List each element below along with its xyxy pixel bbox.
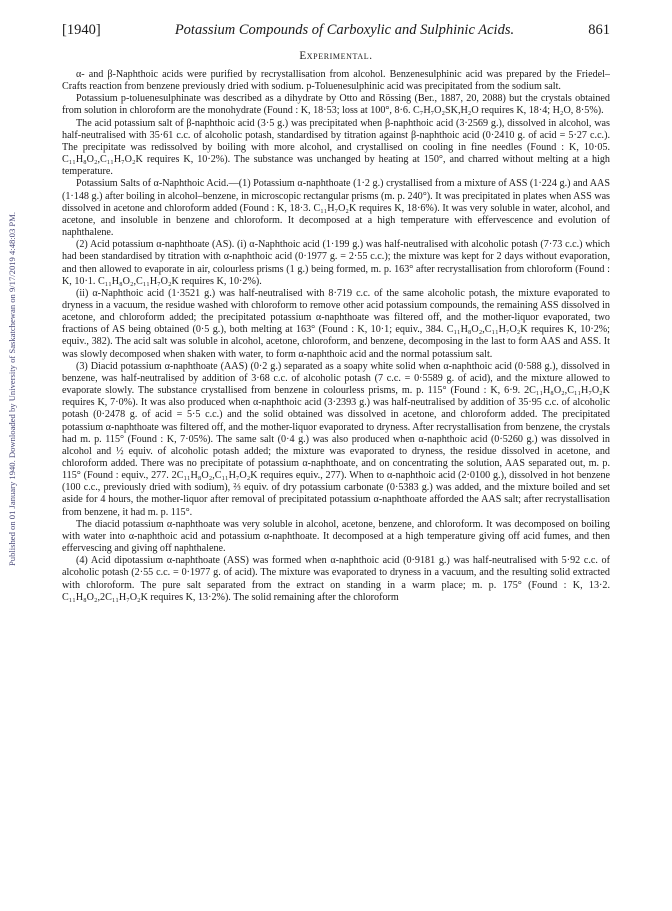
section-title: Experimental. — [299, 50, 373, 62]
page-number: 861 — [588, 22, 610, 38]
paragraph-4: Potassium Salts of α-Naphthoic Acid.—(1) Potassium α-naphthoate (1·2 g.) crystallised from a mixture of ASS (1·224 g.) and AAS (1·148 g.) after boiling in alcohol–benzene, in microscopic rectangular prisms (m. p. 240°). It was precipitated in plates when ASS was dissolved in acetone and chloroform added (Found : K, 18·3. C₁₁H₇O₂K requires K, 18·6%). It was very soluble in water, alcohol, and acetone, and insoluble in benzene and chloroform. It decomposed at a high temperature with effervescence and evolution of naphthalene. — [62, 178, 610, 239]
paragraph-3: The acid potassium salt of β-naphthoic acid (3·5 g.) was precipitated when β-naphthoic acid (3·2569 g.), dissolved in alcohol, was half-neutralised with 35·61 c.c. of alcoholic potash, standardised by titration against β-naphthoic acid (0·2410 g. of acid = 5·27 c.c.). The precipitate was redissolved by boiling with more alcohol, and crystallised on cooling in fine needles (Found : K, 10·05. C₁₁H₈O₂,C₁₁H₇O₂K requires K, 10·2%). The substance was unchanged by heating at 150°, and charred without melting at a high temperature. — [62, 117, 610, 178]
paragraph-8: The diacid potassium α-naphthoate was very soluble in alcohol, acetone, benzene, and chloroform. It was decomposed on boiling with water into α-naphthoic acid and potassium α-naphthoate. It decomposed at a high temperature giving off acid fumes, and then effervescing and giving off naphthalene. — [62, 518, 610, 555]
download-watermark: Published on 01 January 1940. Downloaded by University of Saskatchewan on 9/17/2019 4:48:03 PM. — [7, 212, 17, 567]
running-title: Potassium Compounds of Carboxylic and Sulphinic Acids. — [174, 22, 515, 38]
body-text — [62, 69, 610, 604]
year: [1940] — [62, 22, 101, 38]
paragraph-1: α- and β-Naphthoic acids were purified by recrystallisation from alcohol. Benzenesulphinic acid was prepared by the Friedel–Crafts reaction from benzene previously dried with sodium. p-Toluenesulphinic acid was precipitated from the sodium salt. — [62, 69, 610, 93]
paragraph-7: (3) Diacid potassium α-naphthoate (AAS) (0·2 g.) separated as a soapy white solid when α-naphthoic acid (0·588 g.), dissolved in benzene, was half-neutralised by addition of 3·68 c.c. of alcoholic potash (7 c.c. = 0·5589 g. of acid), and the mixture allowed to evaporate slowly. The substance crystallised from benzene in colourless prisms, m. p. 115° (Found : K, 6·9. 2C₁₁H₈O₂,C₁₁H₇O₂K requires K, 7·0%). It was also produced when α-naphthoic acid (3·2393 g.) was half-neutralised by addition of 35·95 c.c. of alcoholic potash (0·2478 g. of acid = 5·5 c.c.) and the solid obtained was dissolved in acetone, and chloroform added. The precipitated potassium α-naphthoate was filtered off, and the mother-liquor evaporated to dryness. After recrystallisation from benzene, the crystals had m. p. 115° (Found : K, 7·05%). The same salt (0·4 g.) was also produced when α-naphthoic acid (0·5260 g.) was dissolved in alcohol and ½ equiv. of alcoholic potash added; the mixture was evaporated to dryness, the residue dissolved in acetone, and chloroform added. There was no precipitate of potassium α-naphthoate, and on concentrating the solution, AAS separated out, m. p. 115° (Found : equiv., 277. 2C₁₁H₈O₂,C₁₁H₇O₂K requires equiv., 277). When to α-naphthoic acid (2·0100 g.), dissolved in hot benzene (100 c.c., previously dried with sodium), ⅔ equiv. of dry potassium carbonate (0·5383 g.) was added, and the mixture boiled and set aside for 4 hours, the mother-liquor after removal of precipitated potassium α-naphthoate afforded the AAS salt; after recrystallisation from benzene, it had m. p. 115°. — [62, 360, 610, 518]
paragraph-5: (2) Acid potassium α-naphthoate (AS). (i) α-Naphthoic acid (1·199 g.) was half-neutralised with alcoholic potash (7·73 c.c.) which had been standardised by titration with α-naphthoic acid (0·1977 g. = 2·55 c.c.); the mixture was kept for 2 days without evaporation, and then allowed to evaporate in air, colourless prisms (1 g.) being formed, m. p. 163° after recrystallisation from chloroform (Found : K, 10·1. C₁₁H₈O₂,C₁₁H₇O₂K requires K, 10·2%). — [62, 239, 610, 287]
running-header — [62, 22, 610, 39]
journal-page — [62, 22, 610, 604]
paragraph-9: (4) Acid dipotassium α-naphthoate (ASS) was formed when α-naphthoic acid (0·9181 g.) was half-neutralised with 5·92 c.c. of alcoholic potash (2·55 c.c. = 0·1977 g. of acid). The mixture was evaporated to dryness in a vacuum, and the resulting solid extracted with chloroform. The pure salt separated from the extract on standing in a warm place; m. p. 175° (Found : K, 13·2. C₁₁H₈O₂,2C₁₁H₇O₂K requires K, 13·2%). The solid remaining after the chloroform — [62, 555, 610, 603]
paragraph-6: (ii) α-Naphthoic acid (1·3521 g.) was half-neutralised with 8·719 c.c. of the same alcoholic potash, the mixture evaporated to dryness in a vacuum, the residue washed with chloroform to remove other acid potassium compounds, the remaining ASS dissolved in acetone, and chloroform added; the precipitated potassium α-naphthoate was filtered off, and the mother-liquor evaporated, two fractions of AS being obtained (0·5 g.), both melting at 163° (Found : K, 10·1; equiv., 384. C₁₁H₈O₂,C₁₁H₇O₂K requires K, 10·2%; equiv., 382). The acid salt was soluble in alcohol, acetone, chloroform, and benzene, decomposing in the last to form AAS and ASS. It was slowly decomposed when shaken with water, to form α-naphthoic acid and the normal potassium salt. — [62, 287, 610, 360]
paragraph-2: Potassium p-toluenesulphinate was described as a dihydrate by Otto and Rössing (Ber., 1887, 20, 2088) but the crystals obtained from solution in chloroform are the monohydrate (Found : K, 18·53; loss at 100°, 8·6. C₇H₇O₂SK,H₂O requires K, 18·4; H₂O, 8·5%). — [62, 93, 610, 117]
